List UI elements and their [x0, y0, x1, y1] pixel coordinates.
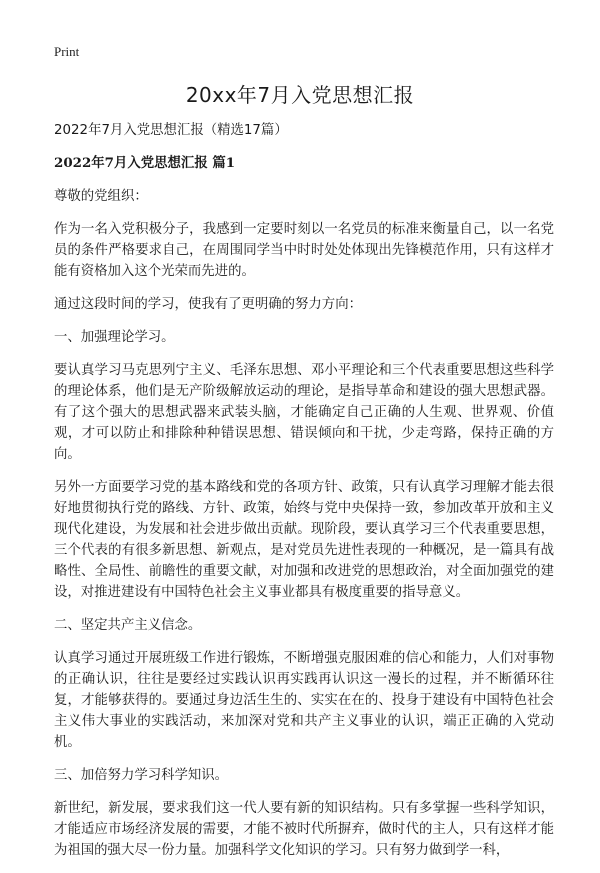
paragraph: 另外一方面要学习党的基本路线和党的各项方针、政策，只有认真学习理解才能去很好地贯彻执行党的路线、方针、政策，始终与党中央保持一致，参加改革开放和主义现代化建设，为发展和社会进步做出贡献。现阶段，要认真学习三个代表重要思想，三个代表的有很多新思想、新观点，是对党员先进性表现的一种概况，是一篇具有战略性、全局性、前瞻性的重要文献，对加强和改进党的思想政治，对全面加强党的建设，对推进建设有中国特色社会主义事业都具有极度重要的指导意义。	[54, 480, 554, 600]
salutation: 尊敬的党组织：	[54, 189, 148, 204]
section-heading: 2022年7月入党思想汇报 篇1	[54, 155, 236, 171]
paragraph-heading: 三、加倍努力学习科学知识。	[54, 768, 229, 783]
document-title: 20xx年7月入党思想汇报	[185, 83, 415, 107]
paragraph: 认真学习通过开展班级工作进行锻炼，不断增强克服困难的信心和能力，人们对事物的正确认识，往往是要经过实践认识再实践再认识这一漫长的过程，并不断循环往复，才能够获得的。要通过身边活生生的、实实在在的、投身于建设有中国特色社会主义伟大事业的实践活动，来加深对党和共产主义事业的认识，端正正确的入党动机。	[54, 651, 554, 750]
paragraph-heading: 二、坚定共产主义信念。	[54, 618, 202, 633]
paragraph: 通过这段时间的学习，使我有了更明确的努力方向：	[54, 297, 362, 312]
paragraph: 新世纪，新发展，要求我们这一代人要有新的知识结构。只有多掌握一些科学知识，才能适应市场经济发展的需要，才能不被时代所摒弃，做时代的主人，只有这样才能为祖国的强大尽一份力量。加强科学文化知识的学习。只有努力做到学一科，	[54, 801, 554, 858]
paragraph: 作为一名入党积极分子，我感到一定要时刻以一名党员的标准来衡量自己，以一名党员的条件严格要求自己，在周围同学当中时时处处体现出先锋模范作用，只有这样才能有资格加入这个光荣而先进的。	[54, 222, 554, 279]
paragraph: 要认真学习马克思列宁主义、毛泽东思想、邓小平理论和三个代表重要思想这些科学的理论体系，他们是无产阶级解放运动的理论，是指导革命和建设的强大思想武器。有了这个强大的思想武器来武装头脑，才能确定自己正确的人生观、世界观、价值观，才可以防止和排除种种错误思想、错误倾向和干扰，少走弯路，保持正确的方向。	[54, 363, 554, 462]
document-body	[54, 120, 554, 873]
paragraph-heading: 一、加强理论学习。	[54, 330, 175, 345]
document-subtitle: 2022年7月入党思想汇报（精选17篇）	[54, 123, 288, 138]
print-link[interactable]: Print	[54, 44, 80, 59]
